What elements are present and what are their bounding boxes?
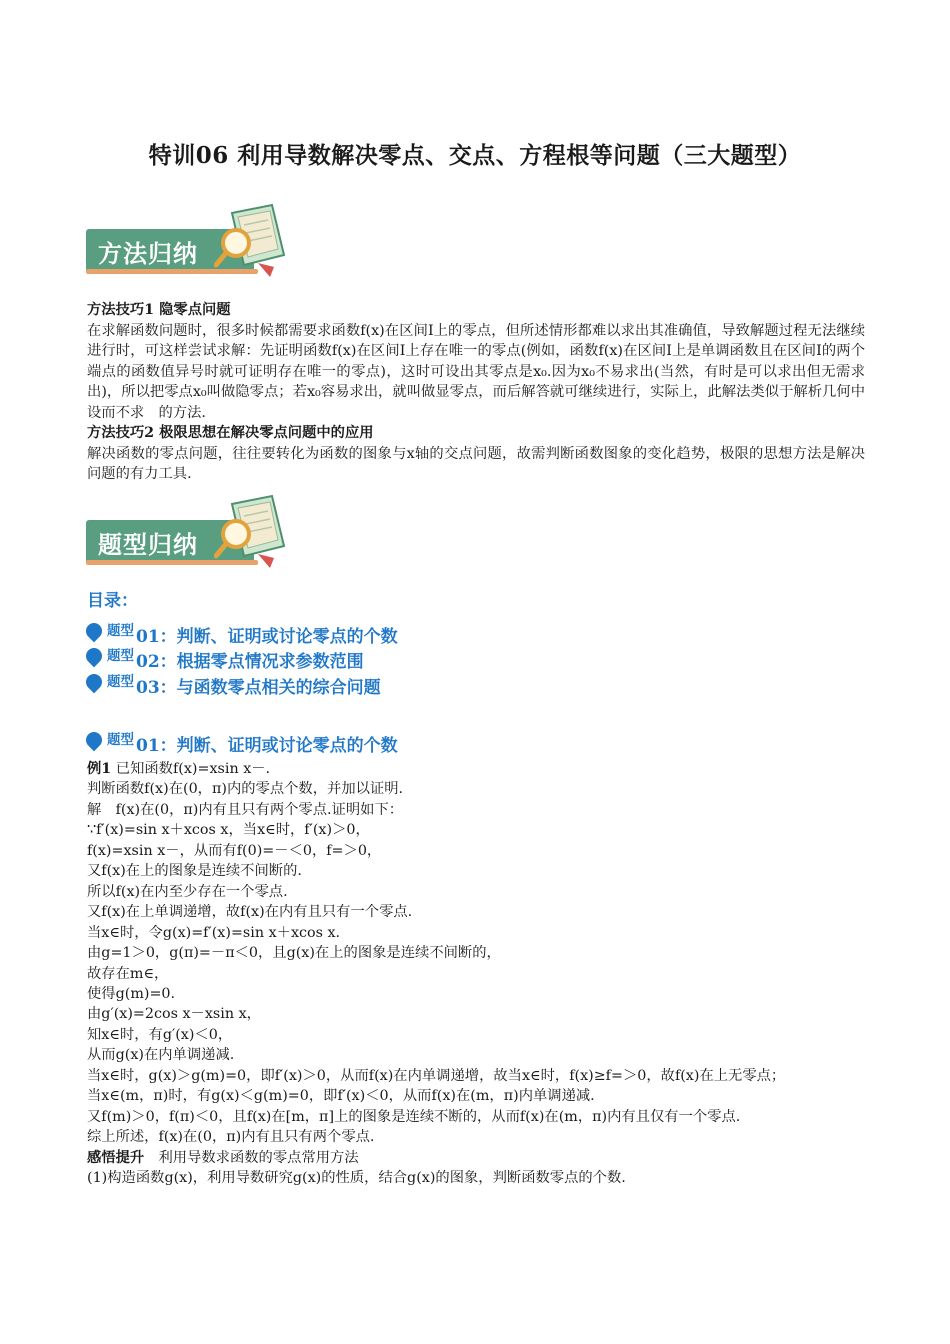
- example-line-2: 解 f(x)在(0，π)内有且只有两个零点.证明如下：: [87, 801, 404, 818]
- banner-label: 题型归纳: [98, 531, 198, 559]
- example-line-14: 从而g(x)在内单调递减.: [87, 1047, 235, 1064]
- toc-tag: 题型: [107, 648, 134, 664]
- example-line-12: 由g′(x)=2cos x－xsin x，: [87, 1006, 261, 1023]
- location-pin-icon: [83, 645, 106, 668]
- insight-label: 感悟提升: [87, 1149, 145, 1166]
- example-line-10: 故存在m∈，: [87, 965, 169, 982]
- book-magnifier-icon: [214, 203, 286, 281]
- example-line-17: 又f(m)＞0，f(π)＜0，且f(x)在[m，π]上的图象是连续不断的，从而f(x)在(m，π)内有且仅有一个零点.: [87, 1108, 741, 1125]
- method1-body: 在求解函数问题时，很多时候都需要求函数f(x)在区间I上的零点，但所述情形都难以求出其准确值，导致解题过程无法继续进行时，可这样尝试求解：先证明函数f(x)在区间I上存在唯一的零点(例如，函数f(x)在区间I上是单调函数且在区间I的两个端点的函数值异号时就可证明存在唯一的零点)，这时可设出其零点是x₀.因为x₀不易求出(当然，有时是可以求出但无需求出)，所以把零点x₀叫做隐零点；若x₀容易求出，就叫做显零点，而后解答就可继续进行，实际上，此解法类似于解析几何中 设而不求 的方法.: [87, 322, 880, 421]
- example-line-9: 由g=1＞0，g(π)=－π＜0，且g(x)在上的图象是连续不间断的，: [87, 945, 501, 962]
- page-title: 特训06 利用导数解决零点、交点、方程根等问题（三大题型）: [148, 142, 802, 169]
- example-line-16: 当x∈(m，π)时，有g(x)＜g(m)=0，即f′(x)＜0，从而f(x)在(m，π)内单调递减.: [87, 1088, 595, 1105]
- example-line-13: 知x∈时，有g′(x)＜0，: [87, 1026, 233, 1043]
- example-line-5: 又f(x)在上的图象是连续不间断的.: [87, 863, 302, 880]
- section1-heading: [86, 731, 398, 755]
- type-summary-banner: [86, 494, 286, 574]
- method2-heading: 方法技巧2 极限思想在解决零点问题中的应用: [87, 425, 374, 441]
- toc-tag: 题型: [107, 674, 134, 690]
- method-section: [87, 300, 880, 485]
- toc-heading: 目录：: [87, 591, 138, 611]
- insight-item-1: (1)构造函数g(x)，利用导数研究g(x)的性质，结合g(x)的图象，判断函数零点的个数.: [87, 1170, 626, 1187]
- method1-heading: 方法技巧1 隐零点问题: [87, 302, 231, 318]
- insight-line: [87, 1148, 877, 1168]
- toc-label: 与函数零点相关的综合问题: [176, 677, 381, 698]
- toc-label: 判断、证明或讨论零点的个数: [176, 626, 398, 647]
- toc-item-03[interactable]: [86, 673, 381, 697]
- location-pin-icon: [83, 671, 106, 694]
- toc-num: 02：: [136, 651, 177, 672]
- section-tag: 题型: [107, 732, 134, 748]
- method2-body: 解决函数的零点问题，往往要转化为函数的图象与x轴的交点问题，故需判断函数图象的变化趋势，极限的思想方法是解决问题的有力工具.: [87, 445, 865, 482]
- example-label: 例1: [87, 761, 112, 777]
- book-magnifier-icon: [214, 494, 286, 572]
- toc-item-01[interactable]: [86, 622, 398, 646]
- example-line-15: 当x∈时，g(x)＞g(m)=0，即f′(x)＞0，从而f(x)在内单调递增，故当x∈时，f(x)≥f=＞0，故f(x)在上无零点；: [87, 1067, 786, 1084]
- insight-text: 利用导数求函数的零点常用方法: [158, 1149, 359, 1166]
- method-summary-banner: [86, 203, 286, 283]
- toc-item-02[interactable]: [86, 647, 364, 671]
- section-label: 判断、证明或讨论零点的个数: [176, 735, 398, 756]
- section-num: 01：: [136, 735, 177, 756]
- toc-num: 01：: [136, 626, 177, 647]
- example-line-11: 使得g(m)=0.: [87, 985, 176, 1002]
- toc-label: 根据零点情况求参数范围: [176, 651, 364, 672]
- banner-label: 方法归纳: [98, 240, 198, 268]
- example-line-3: ∵f′(x)=sin x＋xcos x，当x∈时，f′(x)＞0，: [87, 822, 370, 839]
- example-line-8: 当x∈时，令g(x)=f′(x)=sin x＋xcos x.: [87, 924, 341, 941]
- example-line-18: 综上所述，f(x)在(0，π)内有且只有两个零点.: [87, 1129, 375, 1146]
- location-pin-icon: [83, 620, 106, 643]
- toc-tag: 题型: [107, 623, 134, 639]
- example-line-0: 例1 已知函数f(x)=xsin x－.: [87, 761, 271, 777]
- example-line-6: 所以f(x)在内至少存在一个零点.: [87, 883, 288, 900]
- toc-num: 03：: [136, 677, 177, 698]
- location-pin-icon: [83, 729, 106, 752]
- example-line-4: f(x)=xsin x－，从而有f(0)=－＜0，f=＞0，: [87, 842, 382, 859]
- example-line-1: 判断函数f(x)在(0，π)内的零点个数，并加以证明.: [87, 781, 404, 798]
- example-1: [87, 759, 877, 1189]
- example-line-7: 又f(x)在上单调递增，故f(x)在内有且只有一个零点.: [87, 904, 413, 921]
